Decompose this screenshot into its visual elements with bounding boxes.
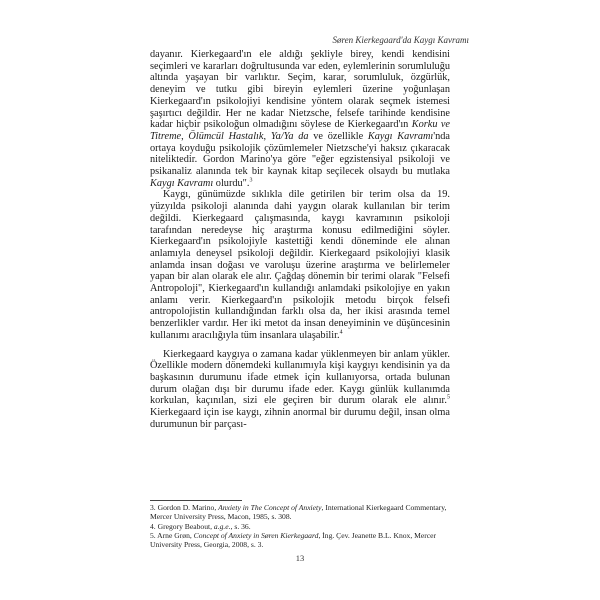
body-text <box>150 49 450 431</box>
text-run: dayanır. Kierkegaard'ın ele aldığı şekliyle birey, kendi kendisini seçimleri ve kararları doğrultusunda var eden, eylemlerinin sorumluluğu altında yaşayan bir varlıktır. Seçim, karar, sorumluluk, özgürlük, deneyim ve tutku gibi bireyin eylemleri üzerine yoğunlaşan Kierkegaard'ın psikolojiyi kendisine yöntem olarak seçmek istemesi şaşırtıcı değildir. Her ne kadar Nietzsche, felsefe tarihinde kendisine kadar hiçbir psikoloğun olmadığını söylese de Kierkegaard'ın <box>150 49 450 131</box>
page-number: 13 <box>295 553 305 563</box>
text-run: Kaygı, günümüzde sıklıkla dile getirilen bir terim olsa da 19. yüzyılda psikoloji alanında dahi yaygın olarak kullanılan bir terim değildi. Kierkegaard çalışmasında, kaygı kavramının psikoloji tarafından neredeyse hiç araştırma konusu edilmediğini söyler. Kierkegaard'ın psikolojiyle kastettiği kendi döneminde ele alınan anlamıyla deneysel psikoloji değildir. Kierkegaard psikolojiyi klasik anlamda insan doğası ve varoluşu üzerine araştırma ve belirlemeler yapan bir alan olarak ele alır. Çağdaş dönemin bir terimi olarak "Felsefi Antropoloji", Kierkegaard'ın kullandığı anlamdaki psikolojiye en yakın anlamı verir. Kierkegaard'ın psikolojik metodu birçok felsefi antropolojistin kullandığından farklı olsa da, her ikisi arasında temel benzerlikler vardır. Her iki metot da insan deneyiminin ve düşüncesinin kullanımı aracılığıyla tüm insanlara ulaşabilir. <box>150 189 450 341</box>
italic-title: Concept of Anxiety in Søren Kierkegaard <box>193 530 319 540</box>
footnote <box>150 522 450 531</box>
text-run: , <box>181 130 189 142</box>
text-run: 3. Gordon D. Marino, <box>150 503 219 512</box>
paragraph <box>150 189 450 341</box>
paragraph <box>150 349 450 431</box>
footnote-divider <box>150 500 242 501</box>
running-header: Søren Kierkegaard'da Kaygı Kavramı <box>332 35 469 45</box>
footnote-marker: 4 <box>339 329 343 336</box>
paragraph <box>150 49 450 189</box>
footnotes <box>150 503 450 549</box>
footnote <box>150 531 450 550</box>
text-run: Kierkegaard için ise kaygı, zihnin anormal bir durumu değil, insan olma durumunun bir parçası- <box>150 407 450 430</box>
footnote <box>150 503 450 522</box>
italic-title: Anxiety in The Concept of Anxiety <box>218 503 322 512</box>
text-run: 4. Gregory Beabout, <box>150 521 214 531</box>
italic-title: a.g.e. <box>213 521 231 531</box>
text-run: 5. Arne Grøn, <box>150 530 194 540</box>
text-run: , International Kierkegaard Commentary, Mercer University Press, Macon, 1985, s. 308. <box>150 503 447 522</box>
italic-title: Korku ve Titreme <box>150 119 450 142</box>
italic-title: Ölümcül Hastalık <box>188 130 264 142</box>
italic-title: Kaygı Kavramı <box>367 130 434 142</box>
text-run: 'nda ortaya koyduğu psikolojik çözümlemeler Nietzsche'yi haksız çıkaracak niteliktedir. Gordon Marino'ya göre "eğer egzistensiyal psikoloji ve psikanaliz alanında tek bir kaynak kitap seçilecek olsaydı bu mutlaka <box>150 130 451 178</box>
italic-title: Ya/Ya da <box>270 130 309 142</box>
text-run: , s. 36. <box>230 521 251 531</box>
footnote-marker: 5 <box>447 394 450 401</box>
text-run: olurdu". <box>213 177 250 189</box>
text-run: Kierkegaard kaygıya o zamana kadar yüklenmeyen bir anlam yükler. Özellikle modern dönemdeki kullanımıyla kişi kaygıyı kendisinin ya da başkasının durumunu ifade etmek için kullanıyorsa, ortada bulunan durum olağan dışı bir durumu ifade eder. Kaygı günlük kullanımda korkulan, kaçınılan, sizi ele geçiren bir durum olarak ele alınır. <box>150 348 450 407</box>
footnote-marker: 3 <box>249 177 253 184</box>
text-run: ve özellikle <box>308 130 368 142</box>
text-run: , İng. Çev. Jeanette B.L. Knox, Mercer University Press, Georgia, 2008, s. 3. <box>150 530 437 550</box>
italic-title: Kaygı Kavramı <box>150 177 214 189</box>
text-run: , <box>263 130 271 142</box>
